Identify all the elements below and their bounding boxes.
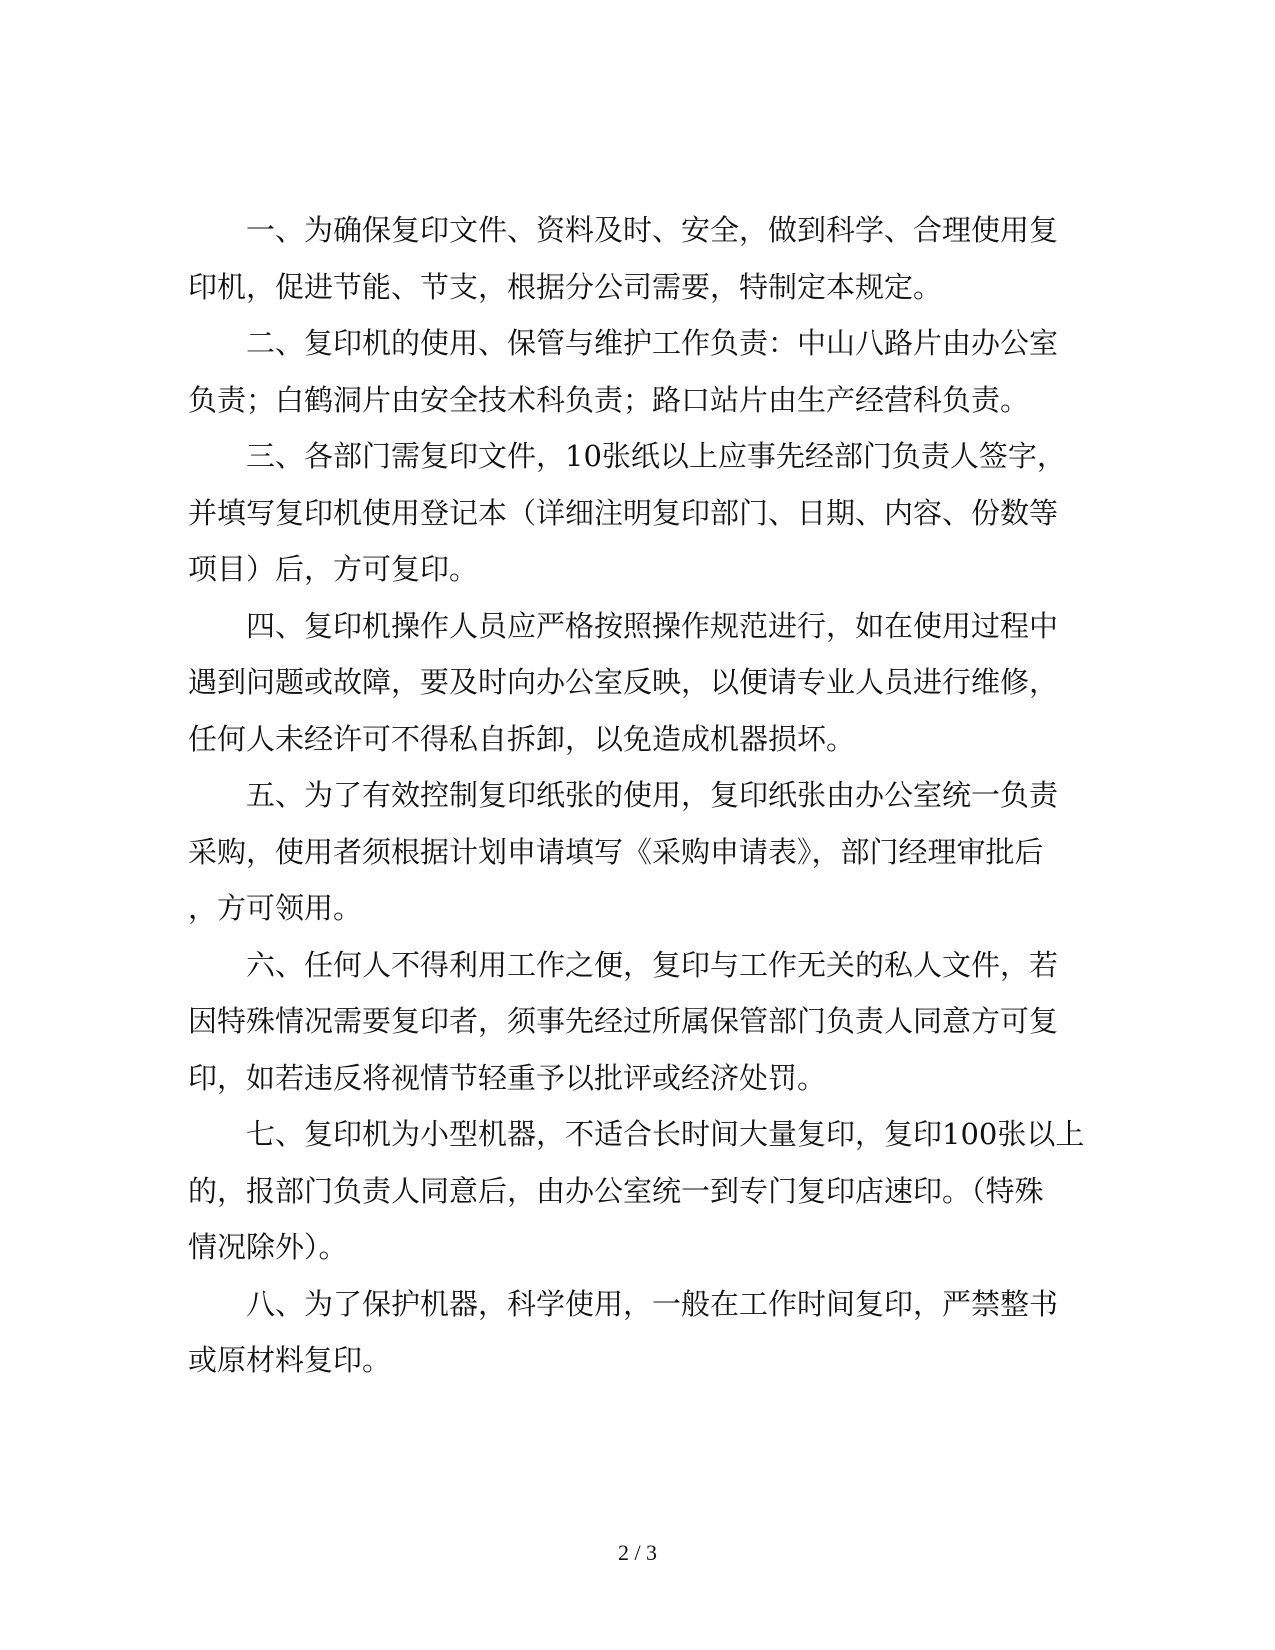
paragraph-7: 七、复印机为小型机器，不适合长时间大量复印，复印100张以上 的，报部门负责人同意后，由办公室统一到专门复印店速印。（特殊 情况除外）。 [188, 1117, 1085, 1264]
paragraph-4: 四、复印机操作人员应严格按照操作规范进行，如在使用过程中 遇到问题或故障，要及时向办公室反映，以便请专业人员进行维修， 任何人未经许可不得私自拆卸，以免造成机器损坏。 [188, 608, 1059, 756]
paragraph-1: 一、为确保复印文件、资料及时、安全，做到科学、合理使用复 印机，促进节能、节支，根据分公司需要，特制定本规定。 [188, 213, 1059, 304]
paragraph-6: 六、任何人不得利用工作之便，复印与工作无关的私人文件，若 因特殊情况需要复印者，须事先经过所属保管部门负责人同意方可复 印，如若违反将视情节轻重予以批评或经济处罚。 [188, 947, 1059, 1095]
document-body [188, 202, 1088, 1389]
paragraph-8: 八、为了保护机器，科学使用，一般在工作时间复印，严禁整书 或原材料复印。 [188, 1286, 1059, 1377]
paragraph-3: 三、各部门需复印文件，10张纸以上应事先经部门负责人签字， 并填写复印机使用登记本（详细注明复印部门、日期、内容、份数等 项目）后，方可复印。 [188, 439, 1066, 586]
paragraph-2: 二、复印机的使用、保管与维护工作负责：中山八路片由办公室 负责；白鹤洞片由安全技术科负责；路口站片由生产经营科负责。 [188, 326, 1059, 417]
page-number: 2 / 3 [617, 1540, 658, 1565]
paragraph-5: 五、为了有效控制复印纸张的使用，复印纸张由办公室统一负责 采购，使用者须根据计划申请填写《采购申请表》，部门经理审批后 ，方可领用。 [188, 778, 1059, 925]
